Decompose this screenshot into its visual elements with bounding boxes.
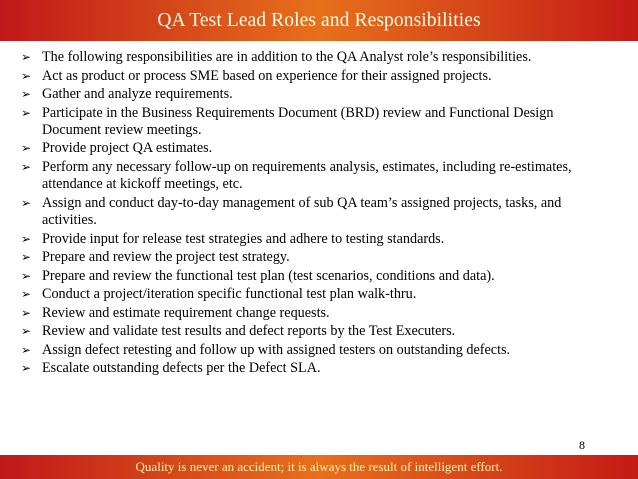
bullet-text: The following responsibilities are in addition to the QA Analyst role’s responsibilities. <box>42 49 532 65</box>
bullet-item <box>21 159 616 194</box>
slide-title: QA Test Lead Roles and Responsibilities <box>157 9 481 31</box>
bullet-item <box>21 249 616 266</box>
bullet-item <box>21 140 616 157</box>
bullet-text: Assign and conduct day-to-day management of sub QA team’s assigned projects, tasks, and activities. <box>42 194 562 229</box>
arrow-bullet-icon: ➢ <box>21 268 32 283</box>
bullet-text: Prepare and review the project test strategy. <box>42 249 290 266</box>
title-bar <box>0 0 638 41</box>
bullet-text: Perform any necessary follow-up on requirements analysis, estimates, including re-estimates, attendance at kickoff meetings, etc. <box>42 158 572 193</box>
arrow-bullet-icon: ➢ <box>21 50 32 64</box>
bullet-text: Provide input for release test strategies and adhere to testing standards. <box>42 230 445 247</box>
arrow-bullet-icon: ➢ <box>21 141 32 156</box>
bullet-item <box>21 105 616 140</box>
arrow-bullet-icon: ➢ <box>21 361 32 376</box>
bullet-item <box>21 286 616 303</box>
bullet-item <box>21 231 616 248</box>
bullet-item <box>21 268 616 285</box>
bullet-item <box>21 305 616 322</box>
bullet-list <box>21 49 616 378</box>
bullet-item <box>21 195 616 230</box>
bullet-item <box>21 342 616 359</box>
footer-quote: Quality is never an accident; it is always the result of intelligent effort. <box>135 459 503 474</box>
bullet-text: Conduct a project/iteration specific functional test plan walk-thru. <box>42 286 417 303</box>
arrow-bullet-icon: ➢ <box>21 342 32 357</box>
bullet-text: Participate in the Business Requirements Document (BRD) review and Functional Design Document review meetings. <box>42 104 554 138</box>
arrow-bullet-icon: ➢ <box>21 305 32 320</box>
bullet-item <box>21 360 616 377</box>
bullet-text: Prepare and review the functional test plan (test scenarios, conditions and data). <box>42 267 495 284</box>
arrow-bullet-icon: ➢ <box>21 231 32 246</box>
arrow-bullet-icon: ➢ <box>21 195 32 210</box>
page-number: 8 <box>579 438 585 452</box>
arrow-bullet-icon: ➢ <box>21 87 32 101</box>
arrow-bullet-icon: ➢ <box>21 287 32 302</box>
arrow-bullet-icon: ➢ <box>21 159 32 174</box>
bullet-text: Review and estimate requirement change requests. <box>42 304 330 321</box>
bullet-text: Escalate outstanding defects per the Defect SLA. <box>42 360 321 377</box>
footer-bar <box>0 455 638 479</box>
bullet-text: Provide project QA estimates. <box>42 140 213 157</box>
bullet-item <box>21 49 616 66</box>
arrow-bullet-icon: ➢ <box>21 68 32 83</box>
bullet-text: Gather and analyze requirements. <box>42 86 233 102</box>
bullet-item <box>21 323 616 340</box>
bullet-item <box>21 68 616 85</box>
bullet-text: Act as product or process SME based on experience for their assigned projects. <box>42 67 492 84</box>
arrow-bullet-icon: ➢ <box>21 324 32 339</box>
arrow-bullet-icon: ➢ <box>21 250 32 265</box>
bullet-item <box>21 86 616 103</box>
bullet-text: Assign defect retesting and follow up with assigned testers on outstanding defects. <box>42 341 511 358</box>
arrow-bullet-icon: ➢ <box>21 105 32 120</box>
slide-content <box>21 49 616 379</box>
bullet-text: Review and validate test results and defect reports by the Test Executers. <box>42 323 456 340</box>
